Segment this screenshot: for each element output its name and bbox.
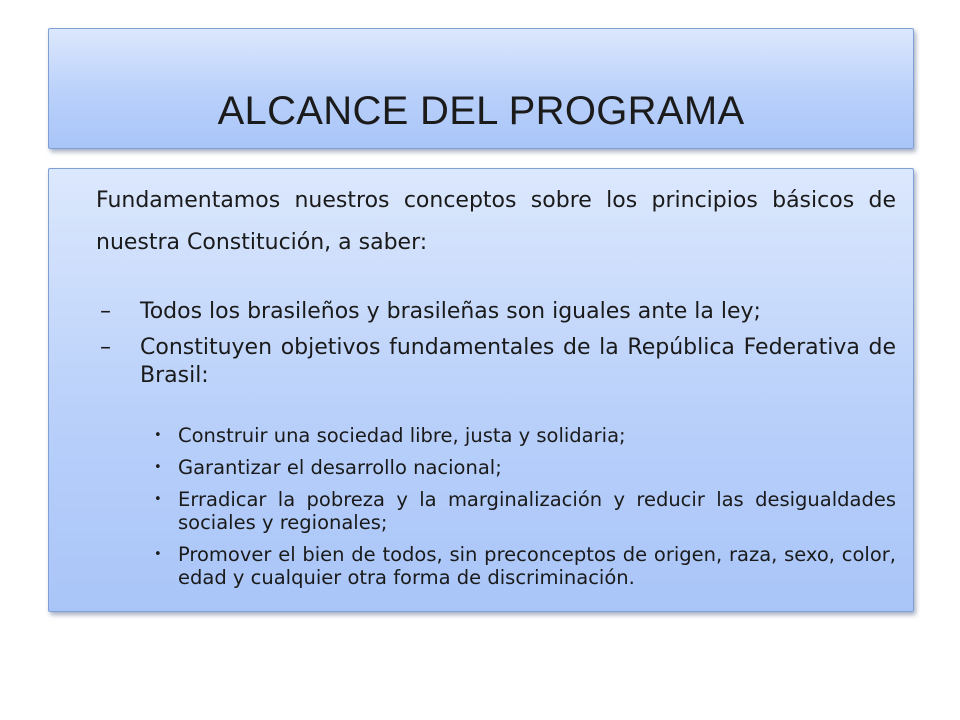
list-item-text: Constituyen objetivos fundamentales de la República Federativa de Brasil: <box>140 335 896 388</box>
slide-title: ALCANCE DEL PROGRAMA <box>217 89 745 133</box>
slide-content <box>96 180 896 589</box>
list-item <box>96 298 896 326</box>
bullet-item-text: Construir una sociedad libre, justa y solidaria; <box>178 424 626 447</box>
dash-marker: – <box>100 299 111 324</box>
bullet-marker: • <box>154 492 162 507</box>
list-item <box>96 334 896 390</box>
bullet-item <box>154 543 896 589</box>
bullet-item-text: Promover el bien de todos, sin preconceptos de origen, raza, sexo, color, edad y cualquier otra forma de discriminación. <box>178 543 896 589</box>
bullet-marker: • <box>154 460 162 475</box>
bullet-item <box>154 456 896 479</box>
bullet-marker: • <box>154 428 162 443</box>
title-box <box>48 28 914 149</box>
intro-paragraph: Fundamentamos nuestros conceptos sobre los principios básicos de nuestra Constitución, a saber: <box>96 188 896 255</box>
bullet-item <box>154 488 896 534</box>
bullet-item-text: Garantizar el desarrollo nacional; <box>178 456 502 479</box>
dash-marker: – <box>100 335 111 360</box>
bullet-item-text: Erradicar la pobreza y la marginalización y reducir las desigualdades sociales y regionales; <box>178 488 896 534</box>
bullet-item <box>154 424 896 447</box>
bullet-marker: • <box>154 547 162 562</box>
list-item-text: Todos los brasileños y brasileñas son iguales ante la ley; <box>140 299 761 324</box>
